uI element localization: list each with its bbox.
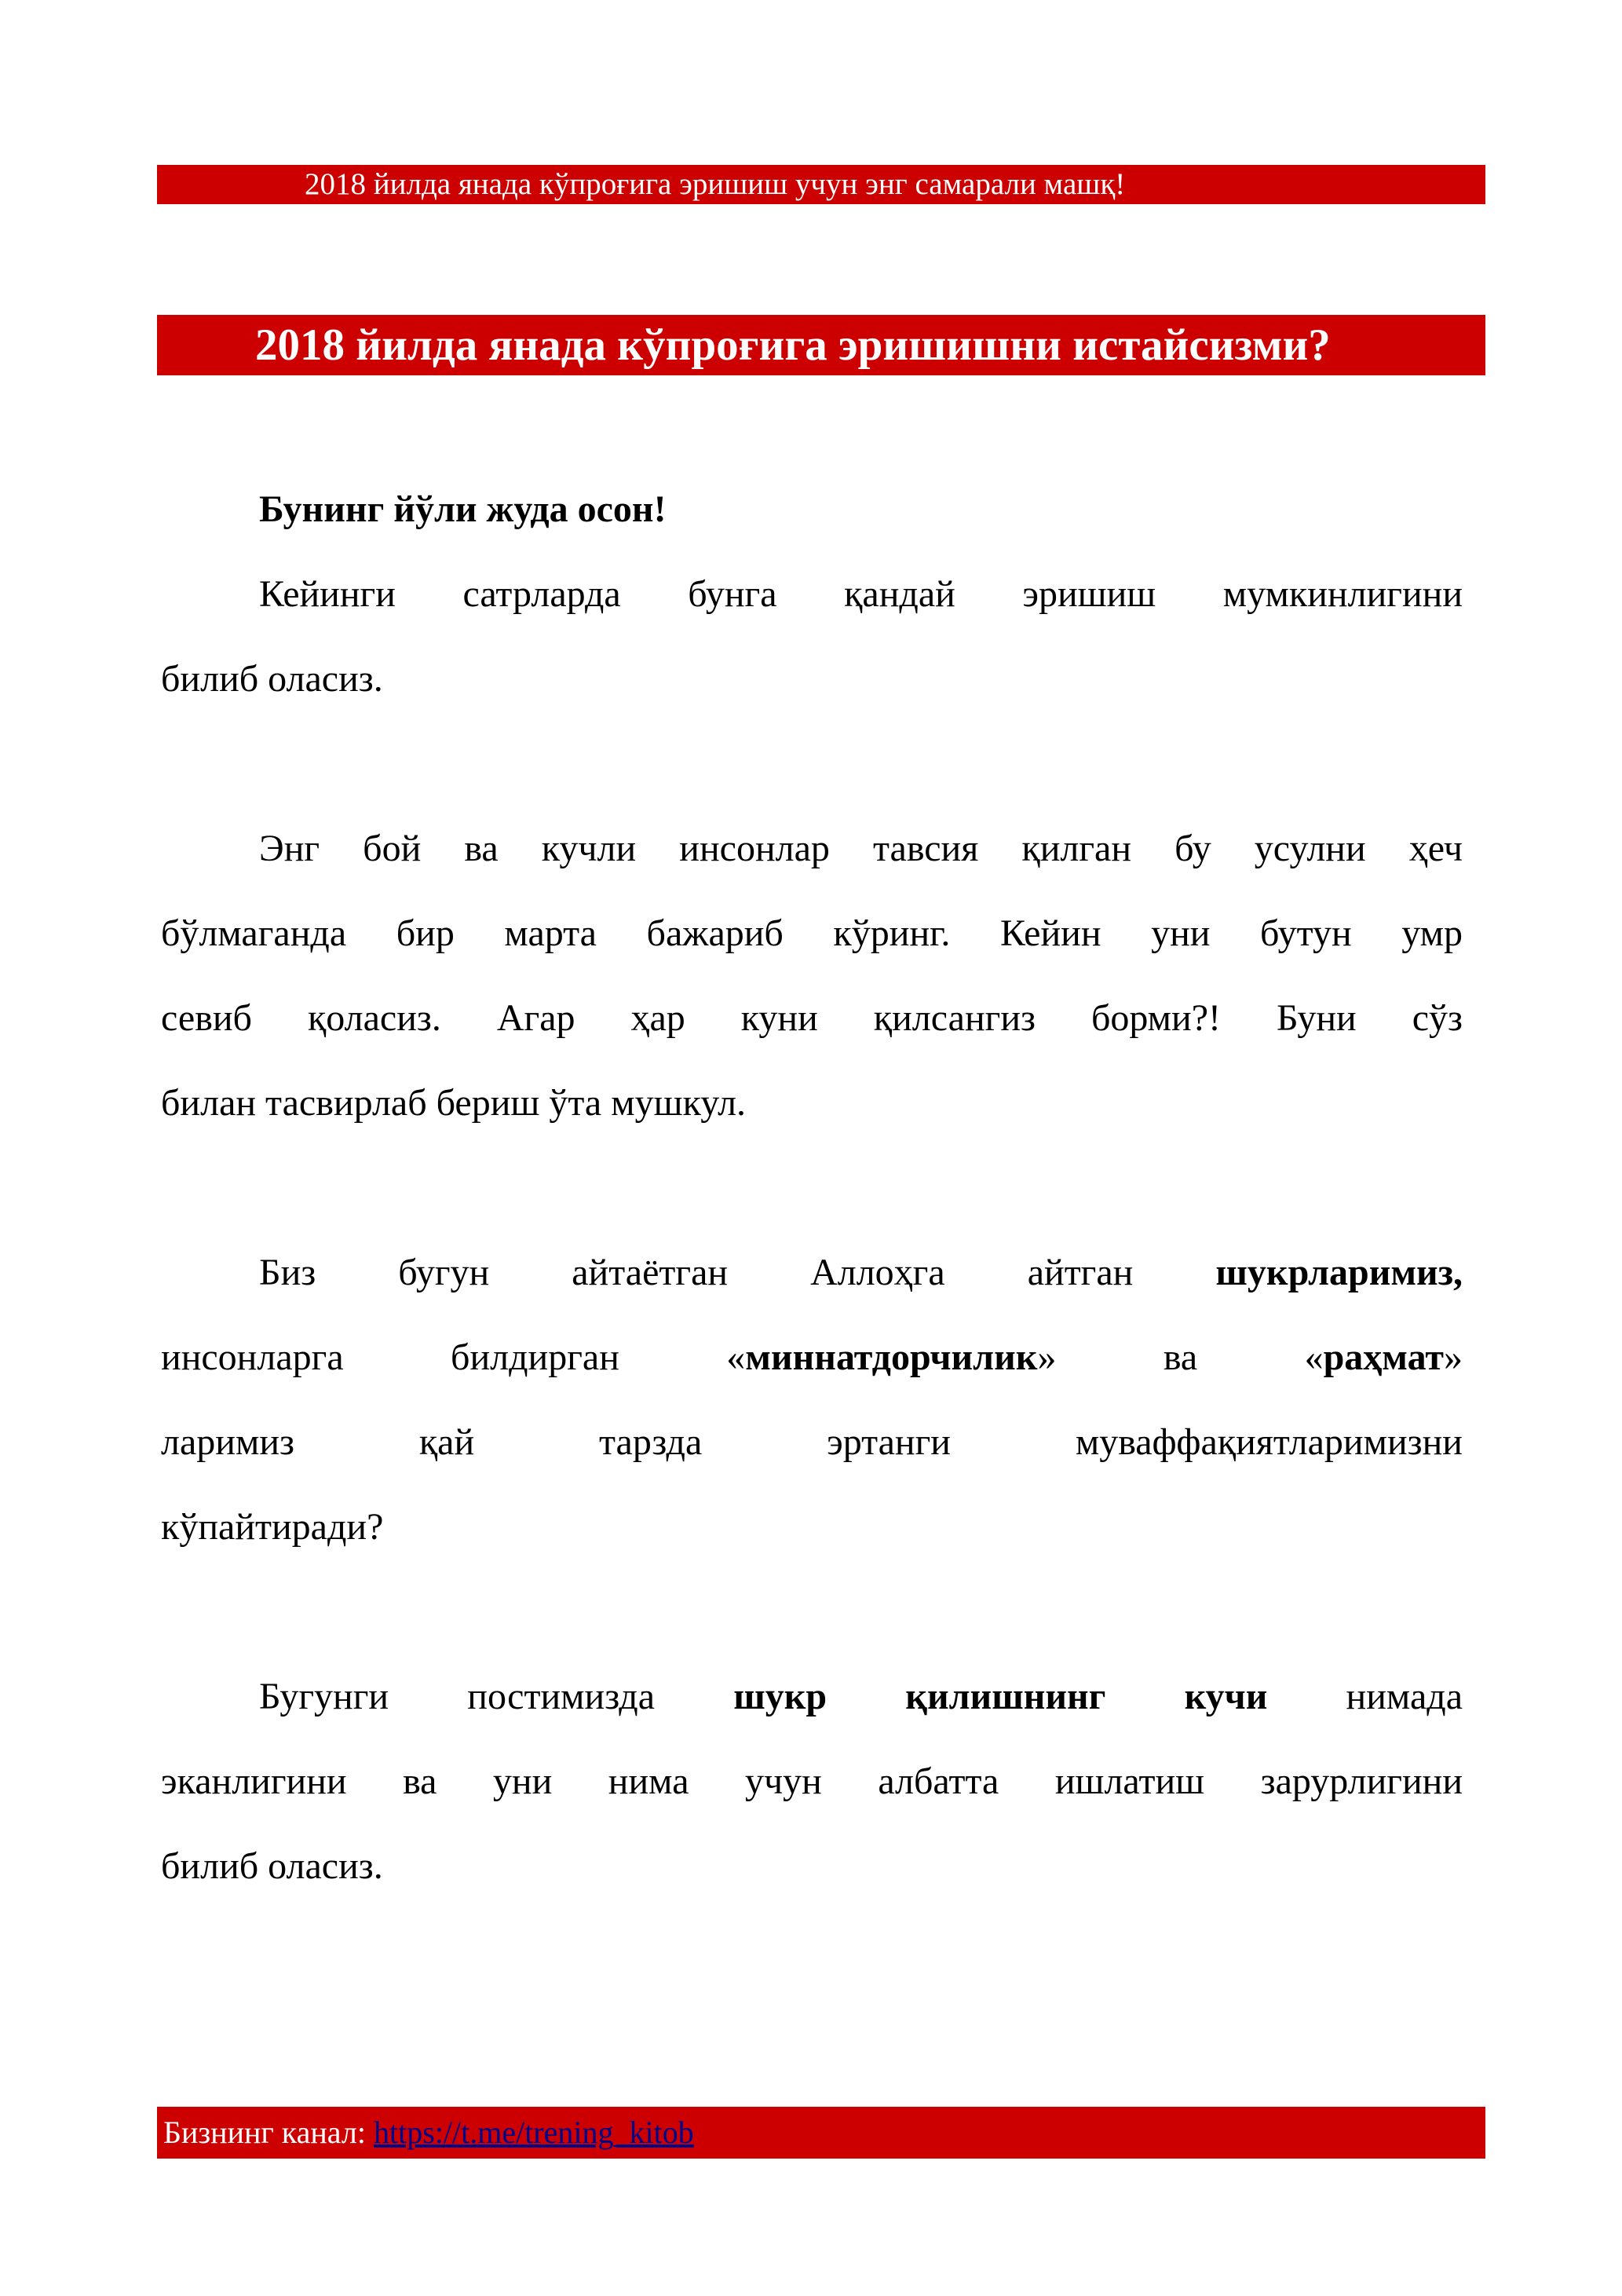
body-text-bold-segment: Бунинг йўли жуда осон!: [259, 488, 667, 530]
body-text-segment: билан тасвирлаб бериш ўта мушкул.: [161, 1082, 747, 1124]
footer-label: Бизнинг канал:: [163, 2115, 374, 2150]
header-banner: [157, 165, 1485, 204]
header-banner-text: 2018 йилда янада кўпроғига эришиш учун энг самарали машқ!: [305, 167, 1126, 201]
blank-line: [161, 1570, 1463, 1654]
body-text-segment: » ва «: [1037, 1336, 1324, 1378]
body-text-segment: ларимиз қай тарзда эртанги муваффақиятларимизни: [161, 1421, 1463, 1463]
body-text-bold-segment: раҳмат: [1323, 1336, 1444, 1378]
body-text-segment: Биз бугун айтаётган Аллоҳга айтган: [259, 1252, 1216, 1293]
body-text-segment: билиб оласиз.: [161, 1845, 383, 1887]
body-line: [161, 1400, 1463, 1485]
body-text-segment: билиб оласиз.: [161, 658, 383, 700]
body-text-segment: бўлмаганда бир марта бажариб кўринг. Кейин уни бутун умр: [161, 912, 1463, 954]
body-text-segment: кўпайтиради?: [161, 1506, 384, 1548]
body-line: [161, 1824, 1463, 1909]
body-line: [161, 1061, 1463, 1146]
body-text-bold-segment: шукрларимиз,: [1215, 1252, 1463, 1293]
document-body: [161, 467, 1463, 1909]
body-text-segment: нимада: [1267, 1676, 1463, 1717]
body-text-segment: севиб қоласиз. Агар ҳар куни қилсангиз борми?! Буни сўз: [161, 997, 1463, 1039]
body-line: [161, 806, 1463, 891]
body-text-segment: Кейинги сатрларда бунга қандай эришиш мумкинлигини: [259, 573, 1463, 615]
body-line: [161, 467, 1463, 552]
body-line: [161, 891, 1463, 976]
body-line: [161, 1230, 1463, 1315]
body-line: [161, 637, 1463, 722]
blank-line: [161, 722, 1463, 806]
blank-line: [161, 1146, 1463, 1230]
body-text-segment: Бугунги постимизда: [259, 1676, 734, 1717]
title-banner: [157, 315, 1485, 375]
body-line: [161, 1485, 1463, 1570]
body-line: [161, 1654, 1463, 1739]
body-line: [161, 1739, 1463, 1824]
body-text-segment: инсонларга билдирган «: [161, 1336, 746, 1378]
body-line: [161, 976, 1463, 1061]
body-line: [161, 1315, 1463, 1400]
body-line: [161, 552, 1463, 637]
footer-banner: [157, 2107, 1485, 2159]
footer-link[interactable]: https://t.me/trening_kitob: [373, 2115, 694, 2150]
body-text-segment: эканлигини ва уни нима учун албатта ишлатиш зарурлигини: [161, 1760, 1463, 1802]
page-title: 2018 йилда янада кўпроғига эришишни истайсизми?: [255, 320, 1331, 370]
body-text-segment: »: [1444, 1336, 1463, 1378]
body-text-bold-segment: шукр қилишнинг кучи: [733, 1676, 1268, 1717]
body-text-segment: Энг бой ва кучли инсонлар тавсия қилган бу усулни ҳеч: [259, 828, 1463, 869]
body-text-bold-segment: миннатдорчилик: [745, 1336, 1038, 1378]
